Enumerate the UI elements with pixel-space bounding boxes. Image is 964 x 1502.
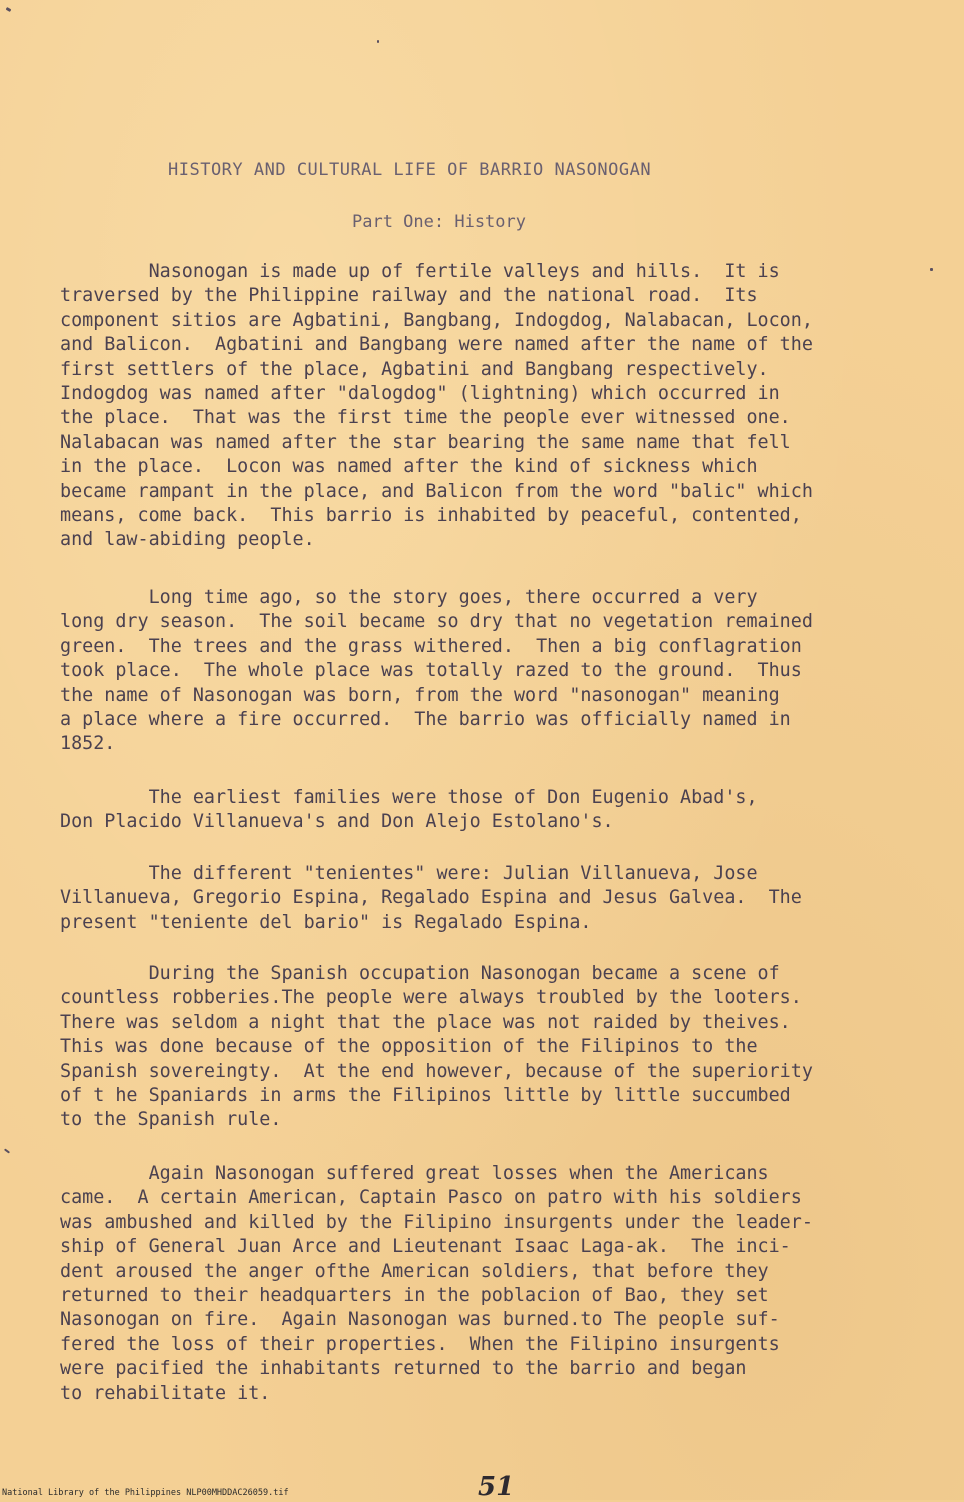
text-line: Nalabacan was named after the star bearing the same name that fell [60, 431, 791, 453]
paragraph-spanish-occupation [60, 962, 910, 1133]
text-line: to rehabilitate it. [60, 1382, 271, 1404]
text-line: returned to their headquarters in the poblacion of Bao, they set [60, 1285, 769, 1307]
text-line: The earliest families were those of Don Eugenio Abad's, [60, 787, 758, 808]
text-line: the place. That was the first time the people ever witnessed one. [60, 407, 791, 429]
document-subtitle: Part One: History [352, 212, 526, 232]
text-line: Spanish sovereingty. At the end however, because of the superiority [60, 1060, 813, 1082]
text-line: This was done because of the opposition of the Filipinos to the [60, 1036, 758, 1058]
text-line: There was seldom a night that the place was not raided by theives. [60, 1011, 791, 1033]
text-line: ship of General Juan Arce and Lieutenant Isaac Laga-ak. The inci- [60, 1236, 791, 1258]
text-line: came. A certain American, Captain Pasco on patro with his soldiers [60, 1187, 802, 1209]
scan-speck [4, 1148, 10, 1153]
scan-speck [377, 40, 379, 43]
text-line: Again Nasonogan suffered great losses when the Americans [60, 1163, 769, 1184]
scan-speck [930, 268, 933, 271]
text-line: became rampant in the place, and Balicon from the word "balic" which [60, 480, 813, 502]
text-line: of t he Spaniards in arms the Filipinos little by little succumbed [60, 1085, 791, 1107]
text-line: first settlers of the place, Agbatini and Bangbang respectively. [60, 358, 769, 380]
scan-speck [6, 7, 12, 12]
page-number: 51 [478, 1472, 515, 1502]
text-line: and Balicon. Agbatini and Bangbang were named after the name of the [60, 334, 813, 356]
text-line: Villanueva, Gregorio Espina, Regalado Espina and Jesus Galvea. The [60, 887, 802, 909]
text-line: component sitios are Agbatini, Bangbang, Indogdog, Nalabacan, Locon, [60, 309, 813, 331]
paragraph-sitios [60, 260, 910, 553]
text-line: traversed by the Philippine railway and the national road. Its [60, 285, 758, 307]
text-line: a place where a fire occurred. The barrio was officially named in [60, 709, 791, 731]
document-title: HISTORY AND CULTURAL LIFE OF BARRIO NASONOGAN [168, 160, 652, 180]
text-line: in the place. Locon was named after the kind of sickness which [60, 456, 758, 478]
text-line: Nasonogan on fire. Again Nasonogan was burned.to The people suf- [60, 1309, 780, 1331]
text-line: the name of Nasonogan was born, from the word "nasonogan" meaning [60, 684, 780, 706]
text-line: dent aroused the anger ofthe American soldiers, that before they [60, 1260, 769, 1282]
paragraph-earliest-families [60, 786, 910, 835]
text-line: fered the loss of their properties. When the Filipino insurgents [60, 1333, 780, 1355]
text-line: present "teniente del bario" is Regalado Espina. [60, 911, 592, 933]
text-line: Don Placido Villanueva's and Don Alejo Estolano's. [60, 811, 614, 833]
text-line: long dry season. The soil became so dry that no vegetation remained [60, 611, 813, 633]
text-line: Indogdog was named after "dalogdog" (lightning) which occurred in [60, 383, 780, 405]
text-line: Nasonogan is made up of fertile valleys and hills. It is [60, 261, 780, 282]
paragraph-american-period [60, 1162, 910, 1406]
text-line: The different "tenientes" were: Julian Villanueva, Jose [60, 863, 758, 884]
text-line: countless robberies.The people were always troubled by the looters. [60, 987, 802, 1009]
text-line: Long time ago, so the story goes, there occurred a very [60, 587, 758, 608]
text-line: During the Spanish occupation Nasonogan became a scene of [60, 963, 780, 984]
text-line: took place. The whole place was totally razed to the ground. Thus [60, 660, 802, 682]
text-line: was ambushed and killed by the Filipino insurgents under the leader- [60, 1211, 813, 1233]
paragraph-tenientes [60, 862, 910, 935]
text-line: means, come back. This barrio is inhabited by peaceful, contented, [60, 505, 802, 527]
text-line: to the Spanish rule. [60, 1109, 282, 1131]
archive-label: National Library of the Philippines NLP00MHDDAC26059.tif [2, 1488, 289, 1498]
text-line: 1852. [60, 733, 116, 755]
paragraph-name-origin [60, 586, 910, 757]
text-line: green. The trees and the grass withered. Then a big conflagration [60, 635, 802, 657]
text-line: and law-abiding people. [60, 529, 315, 551]
text-line: were pacified the inhabitants returned to the barrio and began [60, 1358, 747, 1380]
